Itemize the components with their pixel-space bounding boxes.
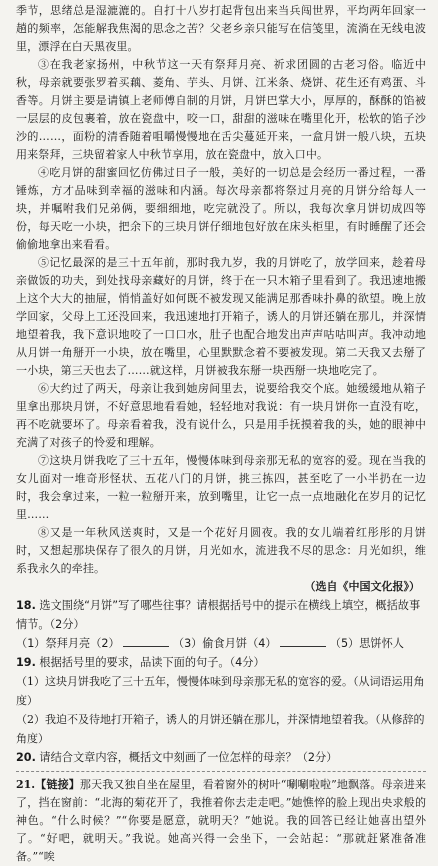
- passage-paragraph-5: ⑤记忆最深的是三十五年前，那时我九岁，我的月饼吃了，放学回来，趁着母亲做饭的功夫，到处找母亲藏好的月饼，终于在一只木箱子里看到了。我迅速地搬上这个大大的抽屉，悄悄盖好如何既不被发现又能满足那香味扑鼻的欲望。晚上放学回家，父母上工还没回来，我迅速地打开箱子，诱人的月饼还躺在那儿，并深情地望着我，我下意识地咬了一口口水，肚子也配合地发出声声咕咕叫声。我冲动地从月饼一角掰开一小块，放在嘴里，心里默默念着不要被发现。第二天我又去掰了一小块，第三天也去了……就这样，月饼被我东掰一块西掰一块地吃完了。: [16, 256, 426, 377]
- question-18: [16, 596, 426, 653]
- question-19-number: 19.: [16, 656, 36, 669]
- q18-item-a: （1）祭拜月亮（2）: [16, 637, 120, 650]
- link-passage: [16, 776, 426, 866]
- passage-paragraph-3: ③在我老家扬州，中秋节这一天有祭拜月亮、祈求团圆的古老习俗。临近中秋，母亲就要张罗着买藕、菱角、芋头、月饼、江米条、烧饼、花生还有鸡蛋、斗香等。月饼主要是请镇上老师傅自制的月饼，月饼巴掌大小，厚厚的，酥酥的馅被一层层的皮包裹着，放在瓷盘中，咬一口，甜甜的滋味在嘴里化开，松软的馅子沙沙的……，面粉的清香随着咀嚼慢慢地在舌尖蔓延开来，一盒月饼一般八块，五块用来祭拜，三块留着家人中秋节享用，放在瓷盘中，放入口中。: [16, 58, 426, 161]
- link-tag: 【链接】: [35, 778, 80, 791]
- section-divider: [16, 771, 426, 772]
- question-20-text: 请结合文章内容，概括文中刻画了一位怎样的母亲？（2分）: [39, 751, 338, 764]
- passage-paragraph-7: ⑦这块月饼我吃了三十五年，慢慢体味到母亲那无私的宽容的爱。现在当我的女儿面对一堆奇形怪状、五花八门的月饼，挑三拣四，甚至吃了一小半扔在一边时，我会拿过来，一粒一粒掰开来，放到嘴里，让它一点一点地融化在岁月的记忆里……: [16, 454, 426, 521]
- q18-item-c: （5）思饼怀人: [329, 637, 404, 650]
- question-20: [16, 748, 426, 767]
- passage-paragraph-1: 季节，思绪总是湿漉漉的。自打十八岁打起背包出来当兵闯世界，平均两年回家一趟的频率，怎能解我焦渴的思念之苦？父老乡亲只能写在信笺里，流淌在无线电波里，漂浮在白天黑夜里。: [16, 4, 426, 53]
- q18-blank-4[interactable]: [280, 634, 326, 647]
- question-19-sub-1: （1）这块月饼我吃了三十五年，慢慢体味到母亲那无私的宽容的爱。（从词语运用角度）: [16, 675, 425, 707]
- link-text: 那天我又独自坐在屋里，看着窗外的树叶“唰唰啦啦”地飘落。母亲进来了，挡在窗前：“北海的菊花开了，我推着你去走走吧。”她憔悴的脸上现出央求般的神色。“什么时候？”“你要是愿意，就明天？”她说。我的回答已经让她喜出望外了。“好吧，就明天。”我说。她高兴得一会坐下，一会站起：“那就赶紧准备准备。”“唉: [16, 778, 426, 863]
- q18-item-b: （3）偷食月饼（4）: [172, 637, 277, 650]
- passage-paragraph-6: ⑥大约过了两天，母亲让我到她房间里去，说要给我交个底。她缓缓地从箱子里拿出那块月饼，不好意思地看看她，轻轻地对我说：有一块月饼你一直没有吃，再不吃就要坏了。母亲看着我，没有说什么，只是用手抚摸着我的头，她的眼神中充满了对孩子的怜爱和理解。: [16, 382, 426, 449]
- question-21-number: 21.: [16, 778, 36, 791]
- question-19-sub-2: （2）我迫不及待地打开箱子，诱人的月饼还躺在那儿，并深情地望着我。（从修辞的角度）: [16, 713, 425, 745]
- passage-paragraph-8: ⑧又是一年秋风送爽时，又是一个花好月圆夜。我的女儿端着红彤彤的月饼时，又想起那块保存了很久的月饼，月光如水，流进我不尽的思念：月光如织，维系我永久的牵挂。: [16, 526, 426, 575]
- q18-blank-2[interactable]: [123, 634, 169, 647]
- question-18-blanks: [16, 634, 426, 653]
- question-19-text: 根据括号里的要求，品读下面的句子。（4分）: [39, 656, 265, 669]
- question-18-number: 18.: [16, 599, 36, 612]
- question-19: [16, 653, 426, 748]
- question-20-number: 20.: [16, 751, 36, 764]
- passage-source: （选自《中国文化报》）: [304, 580, 420, 593]
- question-18-text: 选文围绕“月饼”写了哪些往事？请根据括号中的提示在横线上填空，概括故事情节。（2分）: [16, 599, 421, 631]
- passage-paragraph-4: ④吃月饼的甜蜜回忆仿佛过日子一般，美好的一切总是会经历一番过程，一番锤炼，方才品味到幸福的滋味和内涵。每次母亲都将祭过月亮的月饼分给每人一块，并嘱咐我们兄弟俩，要细细地，吃完就没了。所以，我每次拿月饼切成四等份，每天吃一小块，把余下的三块月饼仔细地包好放在床头柜里，有时睡醒了还会偷偷地拿出来看看。: [16, 166, 426, 251]
